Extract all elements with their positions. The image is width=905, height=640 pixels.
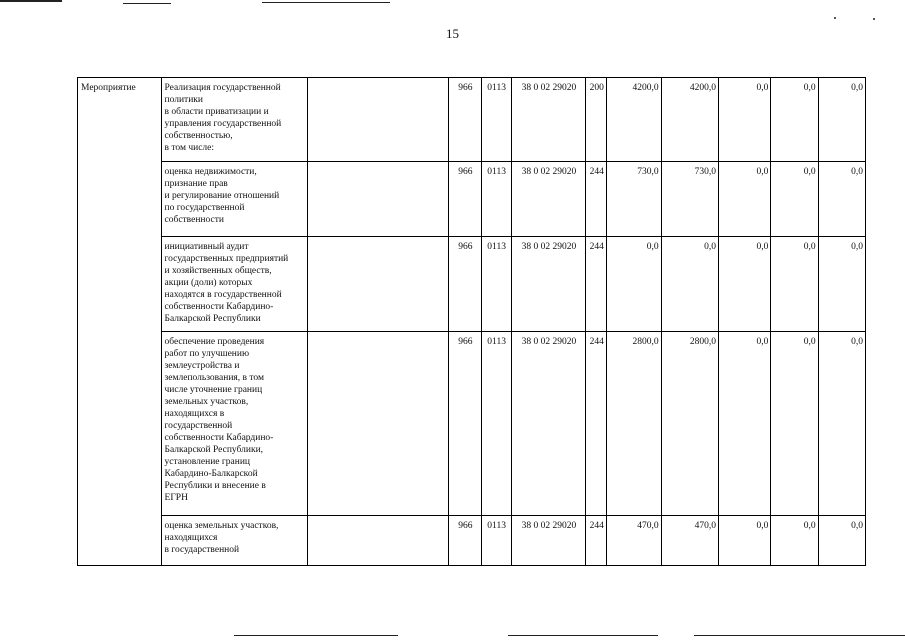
item-name: оценка недвижимости, признание прав и регулирование отношений по государственной собственности [164,167,280,225]
empty-cell [308,332,449,516]
value-cell-5: 0,0 [818,516,865,566]
ministry-code-cell: 966 [449,237,481,332]
ministry-code-cell: 966 [449,162,481,237]
expense-type-cell: 244 [586,332,607,516]
value-cell-1: 730,0 [607,162,661,237]
table-row [78,516,866,566]
target-article-cell: 38 0 02 29020 [511,516,585,566]
value-cell-5: 0,0 [818,78,865,162]
target-article-cell: 38 0 02 29020 [511,162,585,237]
ministry-code-cell: 966 [449,332,481,516]
target-article-cell: 38 0 02 29020 [511,237,585,332]
scan-artifact-line [508,635,658,636]
section-code-cell: 0113 [481,332,511,516]
value-cell-5: 0,0 [818,332,865,516]
scan-artifact-line [694,635,905,636]
value-cell-2: 0,0 [661,237,718,332]
empty-cell [308,78,449,162]
ministry-code-cell: 966 [449,78,481,162]
value-cell-4: 0,0 [771,78,818,162]
item-name: обеспечение проведения работ по улучшению землеустройства и землепользования, в том числе уточнение границ земельных участков, находящихся в государственной собственности Кабардино- Балкарской Республики, установление границ Кабардино-Балкарской Республики и внесение в ЕГРН [164,337,274,503]
value-cell-5: 0,0 [818,162,865,237]
item-name-cell [161,237,308,332]
expense-type-cell: 244 [586,162,607,237]
value-cell-1: 2800,0 [607,332,661,516]
table-row [78,162,866,237]
table-row [78,237,866,332]
expense-type-cell: 200 [586,78,607,162]
scan-artifact-line [262,2,390,3]
scan-artifact-line [123,3,171,4]
value-cell-3: 0,0 [719,332,771,516]
budget-table [77,77,866,566]
target-article-cell: 38 0 02 29020 [511,332,585,516]
item-name: инициативный аудит государственных предприятий и хозяйственных обществ, акции (доли) которых находятся в государственной собственности Кабардино- Балкарской Республики [164,242,289,324]
item-name-cell [161,78,308,162]
scan-artifact-speck [873,18,875,20]
category-cell: Мероприятие [78,78,162,566]
section-code-cell: 0113 [481,237,511,332]
scan-artifact-line [234,635,398,636]
value-cell-3: 0,0 [719,516,771,566]
value-cell-2: 2800,0 [661,332,718,516]
value-cell-1: 0,0 [607,237,661,332]
value-cell-2: 730,0 [661,162,718,237]
section-code-cell: 0113 [481,78,511,162]
empty-cell [308,237,449,332]
item-name-cell [161,162,308,237]
section-code-cell: 0113 [481,162,511,237]
item-name: Реализация государственной политики в области приватизации и управления государственной собственностью, в том числе: [164,83,282,153]
value-cell-5: 0,0 [818,237,865,332]
target-article-cell: 38 0 02 29020 [511,78,585,162]
value-cell-4: 0,0 [771,332,818,516]
scan-artifact-speck [834,17,836,19]
table-row [78,78,866,162]
empty-cell [308,516,449,566]
value-cell-2: 4200,0 [661,78,718,162]
item-name-cell [161,516,308,566]
empty-cell [308,162,449,237]
value-cell-3: 0,0 [719,162,771,237]
table-row [78,332,866,516]
value-cell-1: 4200,0 [607,78,661,162]
page-number: 15 [446,26,459,41]
value-cell-3: 0,0 [719,78,771,162]
value-cell-4: 0,0 [771,516,818,566]
expense-type-cell: 244 [586,516,607,566]
section-code-cell: 0113 [481,516,511,566]
value-cell-1: 470,0 [607,516,661,566]
scan-artifact-line [0,0,62,2]
expense-type-cell: 244 [586,237,607,332]
item-name-cell [161,332,308,516]
value-cell-4: 0,0 [771,162,818,237]
value-cell-4: 0,0 [771,237,818,332]
value-cell-3: 0,0 [719,237,771,332]
ministry-code-cell: 966 [449,516,481,566]
item-name: оценка земельных участков, находящихся в государственной [164,521,279,555]
value-cell-2: 470,0 [661,516,718,566]
